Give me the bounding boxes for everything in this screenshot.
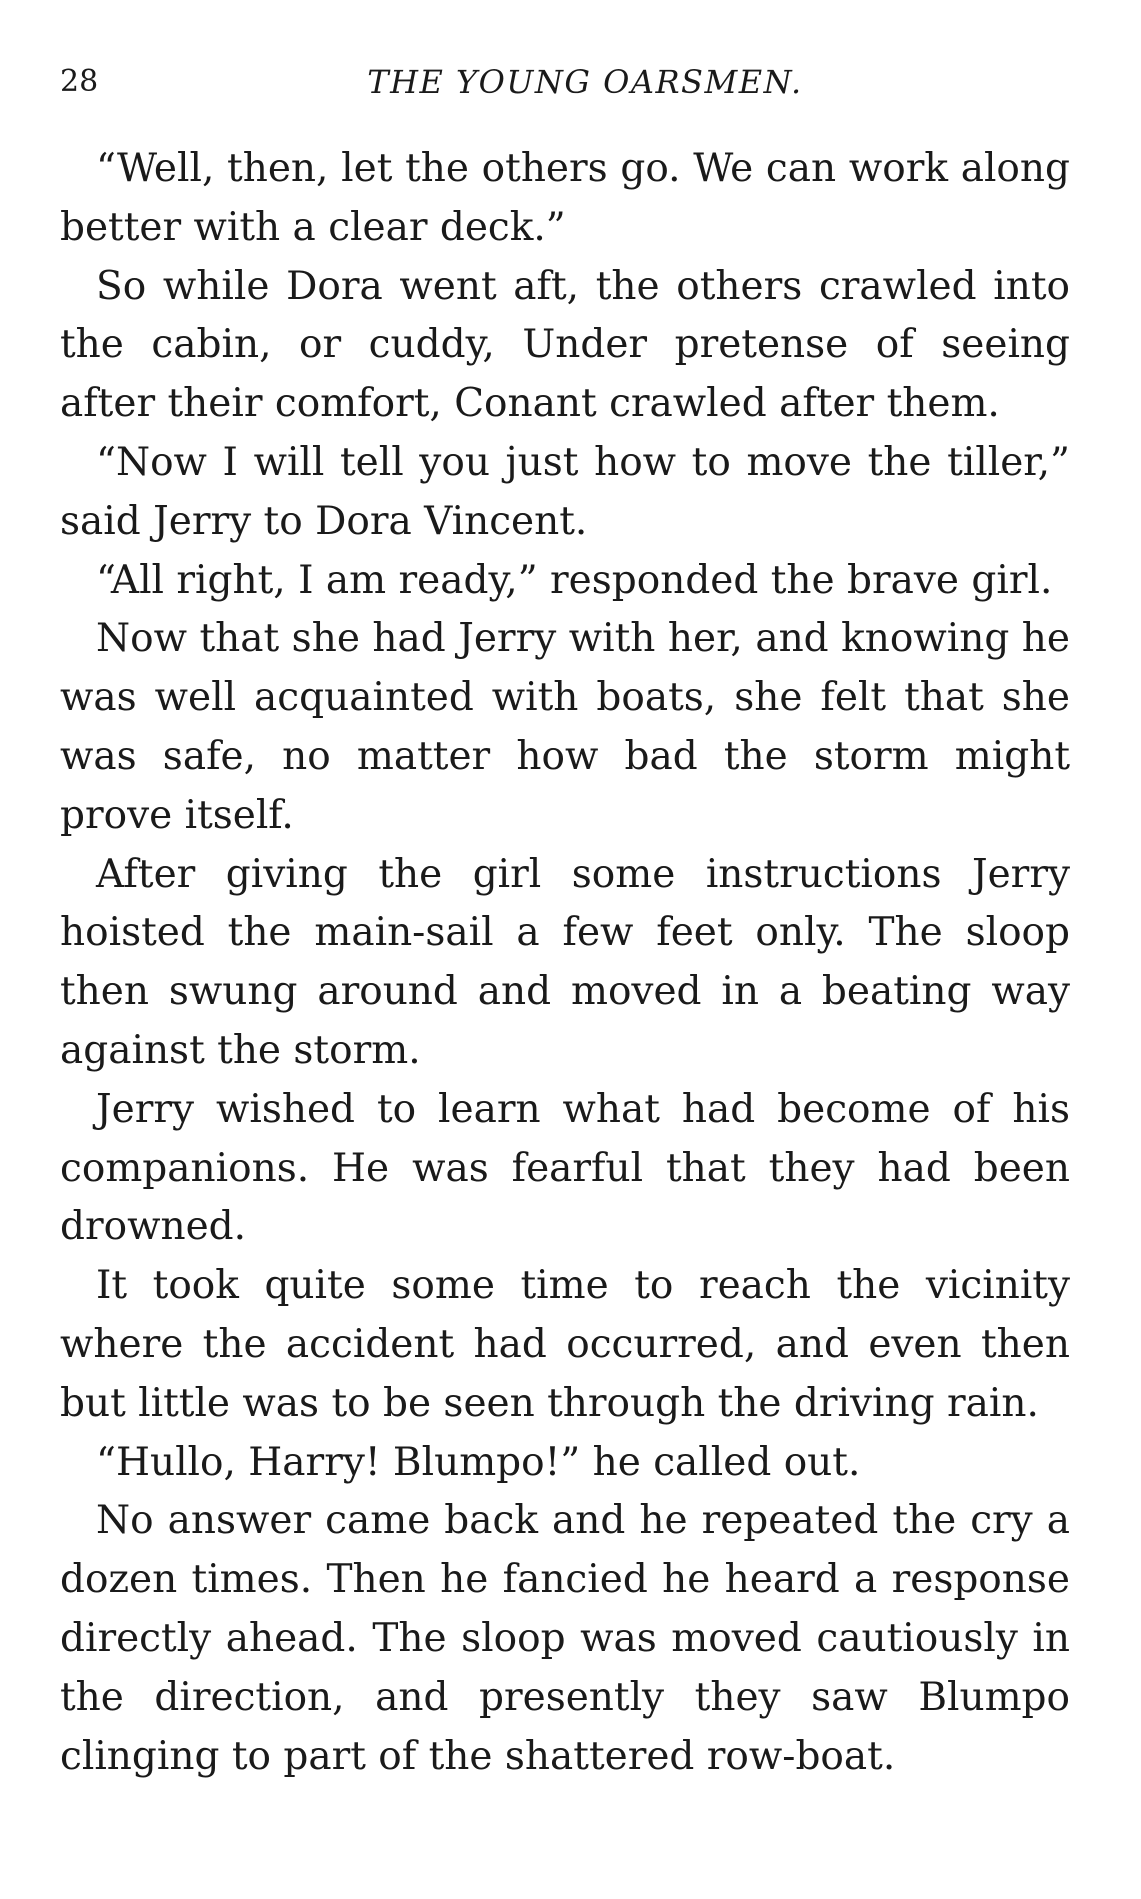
paragraph: “Hullo, Harry! Blumpo!” he called out. [96, 1439, 861, 1485]
paragraph: “Now I will tell you just how to move the tiller,” said Jerry to Dora Vincent. [60, 439, 1070, 544]
body-text [60, 140, 1070, 1786]
paragraph: It took quite some time to reach the vicinity where the accident had occurred, and even then but little was to be seen through the driving rain. [60, 1263, 1070, 1426]
running-title: THE YOUNG OARSMEN. [367, 63, 803, 101]
paragraph: “Well, then, let the others go. We can work along better with a clear deck.” [60, 146, 1070, 250]
paragraph: After giving the girl some instructions Jerry hoisted the main-sail a few feet only. The sloop then swung around and moved in a beating way against the storm. [60, 851, 1070, 1073]
paragraph: So while Dora went aft, the others crawled into the cabin, or cuddy, Under pretense of seeing after their comfort, Conant crawled after them. [60, 263, 1070, 427]
paragraph: No answer came back and he repeated the cry a dozen times. Then he fancied he heard a response directly ahead. The sloop was moved cautiously in the direction, and presently they saw Blumpo clinging to part of the shattered row-boat. [60, 1498, 1070, 1779]
page-header [60, 58, 1070, 106]
paragraph: Now that she had Jerry with her, and knowing he was well acquainted with boats, she felt that she was safe, no matter how bad the storm might prove itself. [60, 616, 1070, 838]
paragraph: “All right, I am ready,” responded the brave girl. [96, 557, 1053, 603]
page-number: 28 [60, 64, 99, 99]
paragraph: Jerry wished to learn what had become of his companions. He was fearful that they had been drowned. [60, 1086, 1070, 1250]
